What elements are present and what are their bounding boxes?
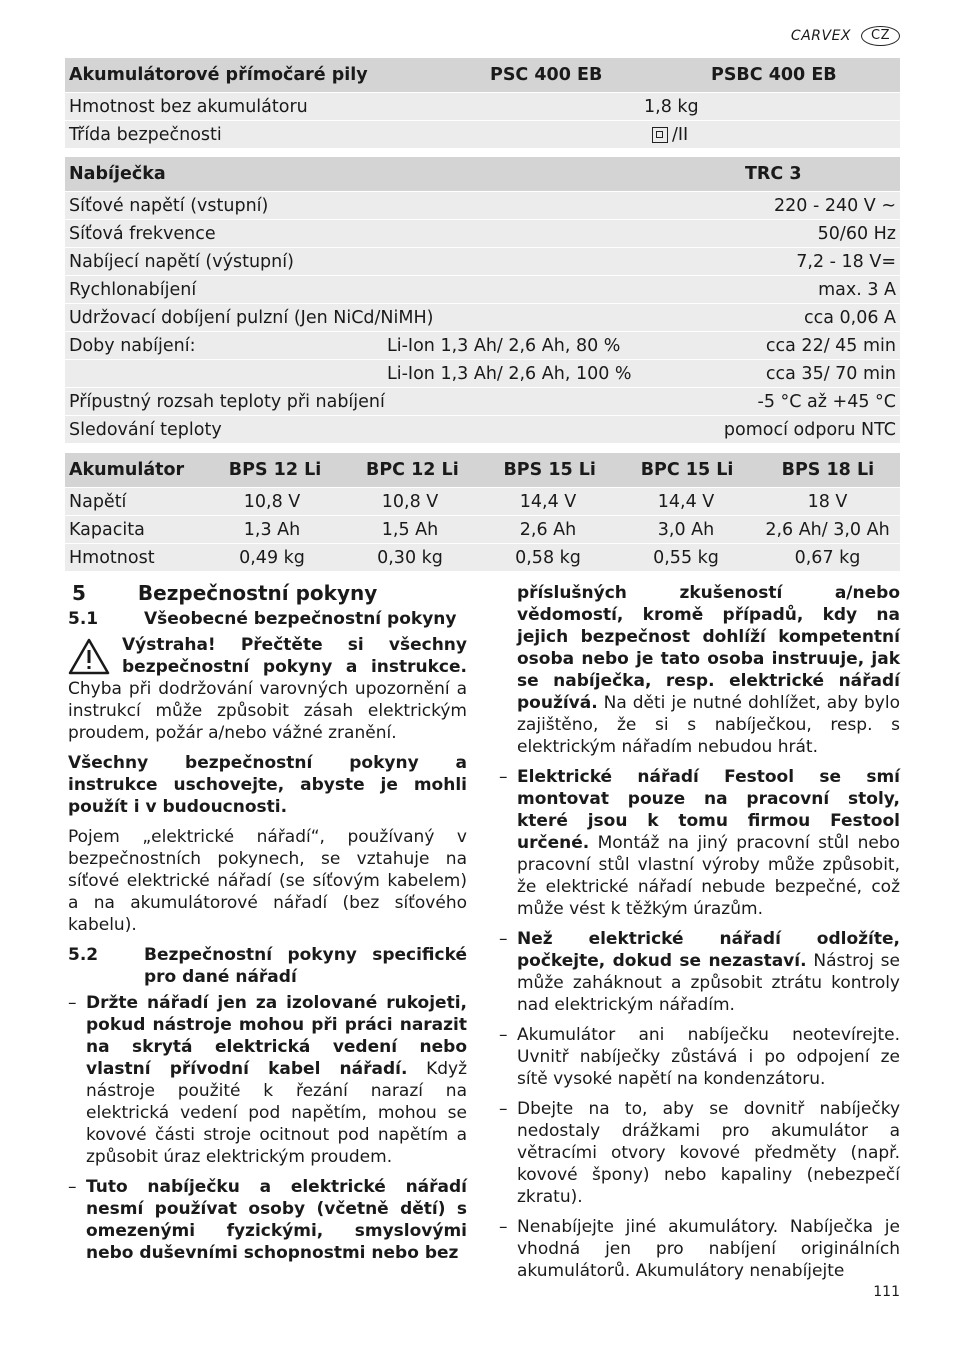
keep-instructions: Všechny bezpečnostní pokyny a instrukce uschovejte, abyste je mohli použít i v budoucnosti.	[68, 753, 467, 817]
list-item-text: Nenabíjejte jiné akumulátory. Nabíječka je vhodná jen pro nabíjení originálních akumulátorů. Akumulátory nenabíjejte	[517, 1217, 900, 1281]
row-label: Hmotnost bez akumulátoru	[69, 96, 308, 117]
row-label: Nabíjecí napětí (výstupní)	[69, 251, 294, 272]
list-dash: –	[499, 1025, 508, 1045]
list-item-text: Na děti je nutné dohlížet, aby bylo zajištěno, že si s nabíječkou, resp. s elektrickým nářadím nebudou hrát.	[517, 693, 900, 757]
charger-spec-table	[65, 157, 900, 444]
table-cell: 3,0 Ah	[657, 519, 715, 540]
table-cell: 1,3 Ah	[243, 519, 301, 540]
table-cell: 10,8 V	[381, 491, 439, 512]
language-badge: CZ	[861, 26, 900, 46]
left-column	[68, 582, 467, 1272]
battery-spec-table	[65, 453, 900, 572]
list-item-bold: Než elektrické nářadí odložíte, počkejte, dokud se nezastaví.	[517, 929, 900, 971]
row-label: Rychlonabíjení	[69, 279, 197, 300]
table-header	[65, 58, 900, 93]
row-value: cca 22/ 45 min	[765, 335, 896, 356]
table-row	[65, 516, 900, 544]
table-row	[65, 192, 900, 220]
list-item-bold: Elektrické nářadí Festool se smí montovat pouze na pracovní stoly, které jsou k tomu firmou Festool určené.	[517, 767, 900, 853]
table-header-cell: BPC 12 Li	[366, 460, 459, 480]
term-definition: Pojem „elektrické nářadí“, používaný v bezpečnostních pokynech, se vztahuje na síťové elektrické nářadí (se síťovým kabelem) a na akumulátorové nářadí (bez síťového kabelu).	[68, 827, 467, 935]
row-value: cca 35/ 70 min	[765, 363, 896, 384]
subsection-heading	[68, 608, 467, 630]
section-heading	[72, 582, 467, 604]
table-header-cell: BPS 12 Li	[228, 460, 322, 480]
table-header-cell: Akumulátor	[69, 460, 185, 480]
row-value: 7,2 - 18 V=	[796, 251, 896, 272]
table-row	[65, 121, 900, 149]
row-label: Sledování teploty	[69, 419, 222, 440]
table-header	[65, 453, 900, 488]
table-cell: 1,5 Ah	[381, 519, 439, 540]
table-header-cell: TRC 3	[745, 164, 802, 184]
list-item-continued	[499, 582, 900, 758]
table-row	[65, 544, 900, 572]
list-item-text: Když nástroje použité k řezání narazí na elektrická vedení pod napětím, mohou se kovové části stroje ocitnout pod napětím a způsobit úraz elektrickým proudem.	[86, 1059, 467, 1167]
brand-name: CARVEX	[790, 28, 852, 44]
section-number: 5	[72, 581, 86, 605]
list-item-text: Dbejte na to, aby se dovnitř nabíječky nedostaly drážkami pro akumulátor a větracími otvory kovové předměty (např. kovové špony) nebo kapaliny (nebezpečí zkratu).	[517, 1099, 900, 1207]
table-row	[65, 388, 900, 416]
warning-block	[68, 634, 467, 744]
table-row	[65, 220, 900, 248]
table-row	[65, 360, 900, 388]
list-item	[499, 1098, 900, 1208]
list-item-bold: Tuto nabíječku a elektrické nářadí nesmí používat osoby (včetně dětí) s omezenými fyzickými, smyslovými nebo duševními schopnostmi nebo bez	[86, 1177, 467, 1263]
subsection-heading	[68, 944, 467, 988]
table-cell: 0,49 kg	[239, 547, 305, 568]
list-dash: –	[499, 1099, 508, 1119]
table-row	[65, 304, 900, 332]
table-header-cell: Nabíječka	[69, 164, 166, 184]
table-cell: 18 V	[807, 491, 848, 512]
section-title: Bezpečnostní pokyny	[137, 581, 378, 605]
table-header-cell: PSC 400 EB	[490, 65, 603, 85]
list-dash: –	[499, 1217, 508, 1237]
table-cell: 0,58 kg	[515, 547, 581, 568]
list-dash: –	[68, 993, 77, 1013]
row-label: Síťová frekvence	[69, 223, 216, 244]
table-cell: 2,6 Ah	[519, 519, 577, 540]
saw-spec-table	[65, 58, 900, 149]
right-column	[499, 582, 900, 1290]
table-header-cell: PSBC 400 EB	[711, 65, 837, 85]
table-row	[65, 488, 900, 516]
table-cell: 2,6 Ah/ 3,0 Ah	[765, 519, 890, 540]
table-header	[65, 157, 900, 192]
subsection-title: Všeobecné bezpečnostní pokyny	[144, 609, 457, 629]
table-row	[65, 276, 900, 304]
subsection-number: 5.2	[68, 945, 99, 965]
table-cell: 0,30 kg	[377, 547, 443, 568]
list-dash: –	[499, 929, 508, 949]
list-item-bold: Držte nářadí jen za izolované rukojeti, pokud nástroje mohou při práci narazit na skrytá elektrická vedení nebo vlastní přívodní kabel nářadí.	[86, 993, 467, 1079]
table-cell: 14,4 V	[657, 491, 715, 512]
row-value: cca 0,06 A	[803, 307, 896, 328]
table-row	[65, 416, 900, 444]
row-value: 50/60 Hz	[817, 223, 896, 244]
warning-title: Výstraha! Přečtěte si všechny bezpečnostní pokyny a instrukce.	[122, 635, 467, 677]
warning-text: Chyba při dodržování varovných upozornění a instrukcí může způsobit zásah elektrickým proudem, požár a/nebo vážné zranění.	[68, 679, 467, 743]
row-condition: Li-Ion 1,3 Ah/ 2,6 Ah, 80 %	[387, 335, 621, 356]
row-value: -5 °C až +45 °C	[757, 391, 896, 412]
table-cell: 14,4 V	[519, 491, 577, 512]
row-value: /II	[672, 124, 689, 145]
list-item	[68, 992, 467, 1168]
subsection-title: Bezpečnostní pokyny specifické pro dané nářadí	[144, 945, 467, 987]
table-cell: 10,8 V	[243, 491, 301, 512]
table-header-cell: BPC 15 Li	[640, 460, 734, 480]
page-number: 111	[873, 1284, 900, 1300]
row-label: Doby nabíjení:	[69, 335, 196, 356]
list-item	[499, 1216, 900, 1282]
list-item-text: Nástroj se může zaháknout a způsobit ztrátu kontroly nad elektrickým nářadím.	[517, 951, 900, 1015]
table-row	[65, 93, 900, 121]
table-row	[65, 248, 900, 276]
table-cell: 0,55 kg	[653, 547, 719, 568]
list-dash: –	[499, 767, 508, 787]
table-header-cell: Akumulátorové přímočaré pily	[69, 65, 368, 85]
table-row	[65, 332, 900, 360]
row-value: max. 3 A	[818, 279, 896, 300]
list-item-bold: příslušných zkušeností a/nebo vědomostí, kromě případů, kdy na jejich bezpečnost dohlíží kompetentní osoba nebo je tato osoba instruuje, jak se nabíječka, resp. elektrické nářadí používá.	[517, 583, 900, 713]
list-item-text: Akumulátor ani nabíječku neotevírejte. Uvnitř nabíječky zůstává i po odpojení ze sítě vysoké napětí na kondenzátoru.	[517, 1025, 900, 1089]
list-item	[68, 1176, 467, 1264]
subsection-number: 5.1	[68, 609, 99, 629]
row-label: Udržovací dobíjení pulzní (Jen NiCd/NiMH)	[69, 307, 434, 328]
row-label: Přípustný rozsah teploty při nabíjení	[69, 391, 385, 412]
row-value: 1,8 kg	[644, 96, 699, 117]
table-header-cell: BPS 18 Li	[781, 460, 875, 480]
row-value: pomocí odporu NTC	[723, 419, 896, 440]
protection-class-icon	[652, 127, 668, 143]
row-label: Kapacita	[69, 519, 145, 540]
row-label: Hmotnost	[69, 547, 155, 568]
list-item	[499, 928, 900, 1016]
table-header-cell: BPS 15 Li	[503, 460, 596, 480]
row-label: Třída bezpečnosti	[69, 124, 222, 145]
row-label: Síťové napětí (vstupní)	[69, 195, 269, 216]
row-label: Napětí	[69, 491, 127, 512]
row-value: 220 - 240 V ~	[773, 195, 896, 216]
list-item	[499, 766, 900, 920]
list-item	[499, 1024, 900, 1090]
list-item-text: Montáž na jiný pracovní stůl nebo pracovní stůl vlastní výroby může způsobit, že elektrické nářadí nebude bezpečné, což může vést k těžkým úrazům.	[517, 833, 900, 919]
warning-triangle-icon	[68, 638, 110, 676]
row-condition: Li-Ion 1,3 Ah/ 2,6 Ah, 100 %	[387, 363, 632, 384]
list-dash: –	[68, 1177, 77, 1197]
page-header	[791, 26, 900, 46]
table-cell: 0,67 kg	[794, 547, 861, 568]
